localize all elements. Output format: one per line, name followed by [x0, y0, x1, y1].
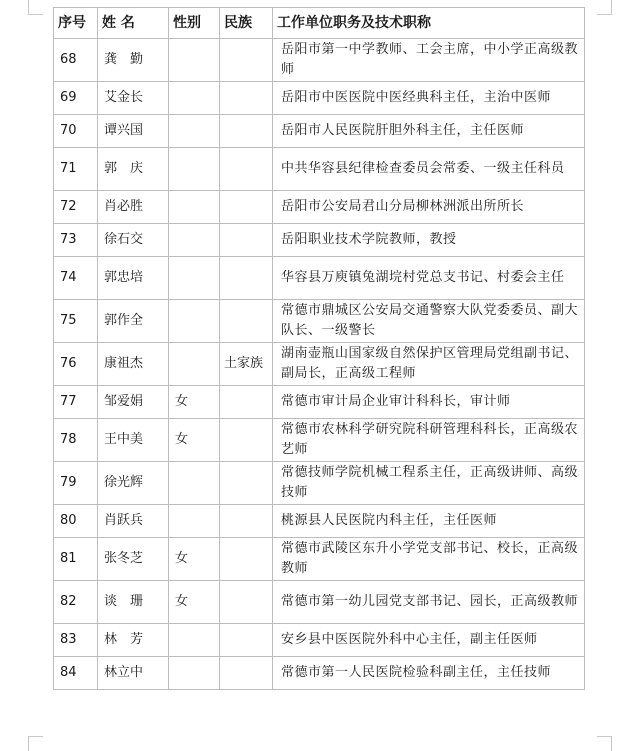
- cell-ethnic: [220, 191, 273, 224]
- cell-job: 安乡县中医医院外科中心主任，副主任医师: [273, 624, 585, 657]
- cell-name: 郭 庆: [98, 148, 169, 191]
- cell-num: 81: [54, 538, 98, 581]
- cell-num: 77: [54, 386, 98, 419]
- cell-name: 张冬芝: [98, 538, 169, 581]
- cell-ethnic: [220, 538, 273, 581]
- cell-name: 林立中: [98, 657, 169, 690]
- cell-gender: [169, 224, 220, 257]
- cell-ethnic: [220, 657, 273, 690]
- cell-num: 71: [54, 148, 98, 191]
- cell-name: 肖必胜: [98, 191, 169, 224]
- cell-job: 常德市鼎城区公安局交通警察大队党委委员、副大队长、一级警长: [273, 300, 585, 343]
- table-row: [54, 300, 585, 343]
- table-row: [54, 538, 585, 581]
- cell-job: 岳阳市第一中学教师、工会主席，中小学正高级教师: [273, 39, 585, 82]
- cell-gender: 女: [169, 538, 220, 581]
- cell-ethnic: [220, 462, 273, 505]
- cell-name: 谭兴国: [98, 115, 169, 148]
- roster-table: [53, 7, 585, 690]
- cell-job: 岳阳市公安局君山分局柳林洲派出所所长: [273, 191, 585, 224]
- table-row: [54, 419, 585, 462]
- header-name: 姓 名: [98, 8, 169, 39]
- cell-ethnic: [220, 224, 273, 257]
- cell-job: 常德市武陵区东升小学党支部书记、校长，正高级教师: [273, 538, 585, 581]
- cell-gender: [169, 343, 220, 386]
- cell-job: 岳阳职业技术学院教师，教授: [273, 224, 585, 257]
- cell-num: 68: [54, 39, 98, 82]
- cell-name: 徐光辉: [98, 462, 169, 505]
- cell-job: 常德市农林科学研究院科研管理科科长，正高级农艺师: [273, 419, 585, 462]
- cell-ethnic: [220, 581, 273, 624]
- cell-name: 邹爱娟: [98, 386, 169, 419]
- cell-name: 龚 勤: [98, 39, 169, 82]
- cell-num: 83: [54, 624, 98, 657]
- cell-gender: 女: [169, 386, 220, 419]
- cell-job: 常德市第一人民医院检验科副主任，主任技师: [273, 657, 585, 690]
- cell-ethnic: [220, 386, 273, 419]
- cell-gender: [169, 624, 220, 657]
- cell-gender: [169, 657, 220, 690]
- table-row: [54, 581, 585, 624]
- table-row: [54, 39, 585, 82]
- cell-ethnic: [220, 82, 273, 115]
- table-row: [54, 624, 585, 657]
- cell-num: 72: [54, 191, 98, 224]
- cell-num: 70: [54, 115, 98, 148]
- cell-name: 林 芳: [98, 624, 169, 657]
- cell-job: 岳阳市中医医院中医经典科主任，主治中医师: [273, 82, 585, 115]
- cell-gender: [169, 257, 220, 300]
- header-num: 序号: [54, 8, 98, 39]
- cell-num: 75: [54, 300, 98, 343]
- table-row: [54, 82, 585, 115]
- cell-gender: [169, 462, 220, 505]
- cell-job: 岳阳市人民医院肝胆外科主任，主任医师: [273, 115, 585, 148]
- cell-name: 康祖杰: [98, 343, 169, 386]
- table-row: [54, 191, 585, 224]
- cell-gender: [169, 39, 220, 82]
- page-corner-mark: [597, 0, 612, 15]
- cell-num: 82: [54, 581, 98, 624]
- cell-ethnic: [220, 39, 273, 82]
- header-job: 工作单位职务及技术职称: [273, 8, 585, 39]
- cell-job: 常德市审计局企业审计科科长，审计师: [273, 386, 585, 419]
- cell-num: 73: [54, 224, 98, 257]
- header-ethnic: 民族: [220, 8, 273, 39]
- cell-ethnic: [220, 300, 273, 343]
- cell-gender: [169, 300, 220, 343]
- cell-num: 80: [54, 505, 98, 538]
- cell-num: 76: [54, 343, 98, 386]
- table-row: [54, 505, 585, 538]
- page-corner-mark: [28, 736, 43, 751]
- header-gender: 性别: [169, 8, 220, 39]
- cell-job: 常德技师学院机械工程系主任，正高级讲师、高级技师: [273, 462, 585, 505]
- cell-ethnic: [220, 115, 273, 148]
- cell-ethnic: [220, 148, 273, 191]
- table-row: [54, 657, 585, 690]
- cell-gender: [169, 191, 220, 224]
- page-corner-mark: [28, 0, 43, 15]
- cell-num: 78: [54, 419, 98, 462]
- cell-num: 79: [54, 462, 98, 505]
- table-row: [54, 115, 585, 148]
- cell-name: 郭忠培: [98, 257, 169, 300]
- table-row: [54, 462, 585, 505]
- cell-name: 肖跃兵: [98, 505, 169, 538]
- page-corner-mark: [597, 736, 612, 751]
- cell-job: 中共华容县纪律检查委员会常委、一级主任科员: [273, 148, 585, 191]
- cell-num: 69: [54, 82, 98, 115]
- cell-num: 84: [54, 657, 98, 690]
- cell-gender: [169, 148, 220, 191]
- cell-ethnic: [220, 419, 273, 462]
- cell-gender: 女: [169, 419, 220, 462]
- cell-job: 桃源县人民医院内科主任，主任医师: [273, 505, 585, 538]
- cell-ethnic: [220, 624, 273, 657]
- table-row: [54, 343, 585, 386]
- cell-name: 徐石交: [98, 224, 169, 257]
- cell-name: 郭作全: [98, 300, 169, 343]
- cell-name: 王中美: [98, 419, 169, 462]
- cell-ethnic: 土家族: [220, 343, 273, 386]
- cell-name: 艾金长: [98, 82, 169, 115]
- table-row: [54, 224, 585, 257]
- table-row: [54, 386, 585, 419]
- cell-job: 常德市第一幼儿园党支部书记、园长，正高级教师: [273, 581, 585, 624]
- cell-gender: 女: [169, 581, 220, 624]
- cell-num: 74: [54, 257, 98, 300]
- cell-gender: [169, 505, 220, 538]
- cell-ethnic: [220, 257, 273, 300]
- cell-name: 谈 珊: [98, 581, 169, 624]
- table-row: [54, 148, 585, 191]
- cell-job: 华容县万庾镇兔湖垸村党总支书记、村委会主任: [273, 257, 585, 300]
- table-row: [54, 257, 585, 300]
- header-row: [54, 8, 585, 39]
- cell-ethnic: [220, 505, 273, 538]
- cell-gender: [169, 115, 220, 148]
- cell-gender: [169, 82, 220, 115]
- roster-body: [54, 39, 585, 690]
- cell-job: 湖南壶瓶山国家级自然保护区管理局党组副书记、副局长，正高级工程师: [273, 343, 585, 386]
